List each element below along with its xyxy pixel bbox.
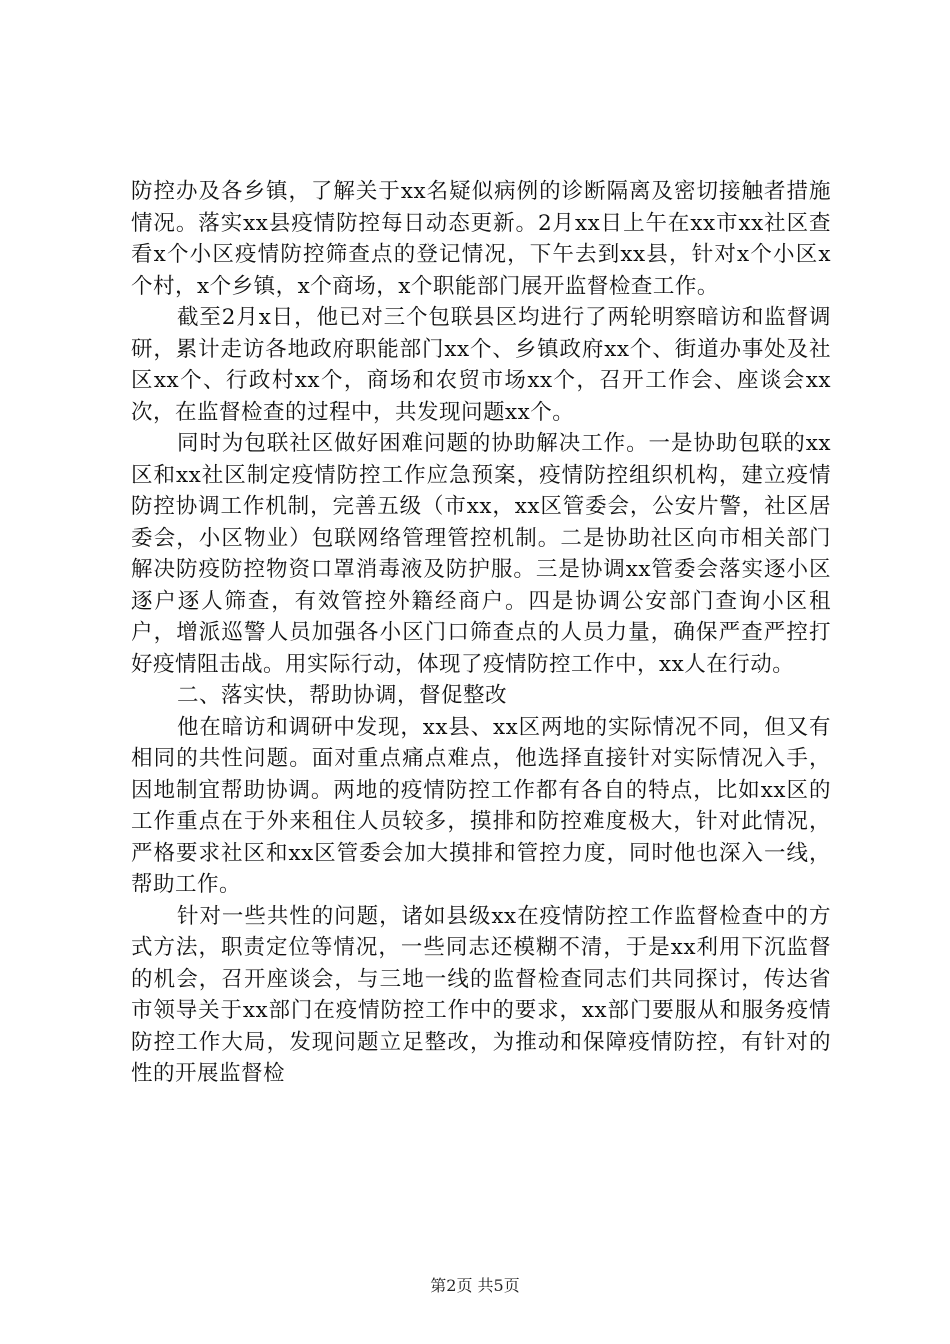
paragraph-common-issues: 针对一些共性的问题，诸如县级xx在疫情防控工作监督检查中的方式方法，职责定位等情况，一些同志还模糊不清，于是xx利用下沉监督的机会，召开座谈会，与三地一线的监督检查同志们共同探讨，传达省市领导关于xx部门在疫情防控工作中的要求，xx部门要服从和服务疫情防控工作大局，发现问题立足整改，为推动和保障疫情防控，有针对的性的开展监督检 (131, 903, 831, 1086)
section-heading: 二、落实快，帮助协调，督促整改 (177, 683, 508, 708)
page-footer: 第2页 共5页 (430, 1276, 520, 1295)
document-body (131, 176, 831, 1090)
paragraph-statistics: 截至2月x日，他已对三个包联县区均进行了两轮明察暗访和监督调研，累计走访各地政府职能部门xx个、乡镇政府xx个、街道办事处及社区xx个、行政村xx个，商场和农贸市场xx个，召开工作会、座谈会xx次，在监督检查的过程中，共发现问题xx个。 (131, 305, 831, 425)
paragraph-assistance: 同时为包联社区做好困难问题的协助解决工作。一是协助包联的xx区和xx社区制定疫情防控工作应急预案，疫情防控组织机构，建立疫情防控协调工作机制，完善五级（市xx，xx区管委会，公安片警，社区居委会，小区物业）包联网络管理管控机制。二是协助社区向市相关部门解决防疫防控物资口罩消毒液及防护服。三是协调xx管委会落实逐小区逐户逐人筛查，有效管控外籍经商户。四是协调公安部门查询小区租户，增派巡警人员加强各小区门口筛查点的人员力量，确保严查严控打好疫情阻击战。用实际行动，体现了疫情防控工作中，xx人在行动。 (131, 431, 831, 677)
paragraph-continuation: 防控办及各乡镇，了解关于xx名疑似病例的诊断隔离及密切接触者措施情况。落实xx县疫情防控每日动态更新。2月xx日上午在xx市xx社区查看x个小区疫情防控筛查点的登记情况，下午去到xx县，针对x个小区x个村，x个乡镇，x个商场，x个职能部门展开监督检查工作。 (131, 179, 831, 299)
paragraph-findings: 他在暗访和调研中发现，xx县、xx区两地的实际情况不同，但又有相同的共性问题。面对重点痛点难点，他选择直接针对实际情况入手，因地制宜帮助协调。两地的疫情防控工作都有各自的特点，比如xx区的工作重点在于外来租住人员较多，摸排和防控难度极大，针对此情况，严格要求社区和xx区管委会加大摸排和管控力度，同时他也深入一线，帮助工作。 (131, 714, 831, 897)
